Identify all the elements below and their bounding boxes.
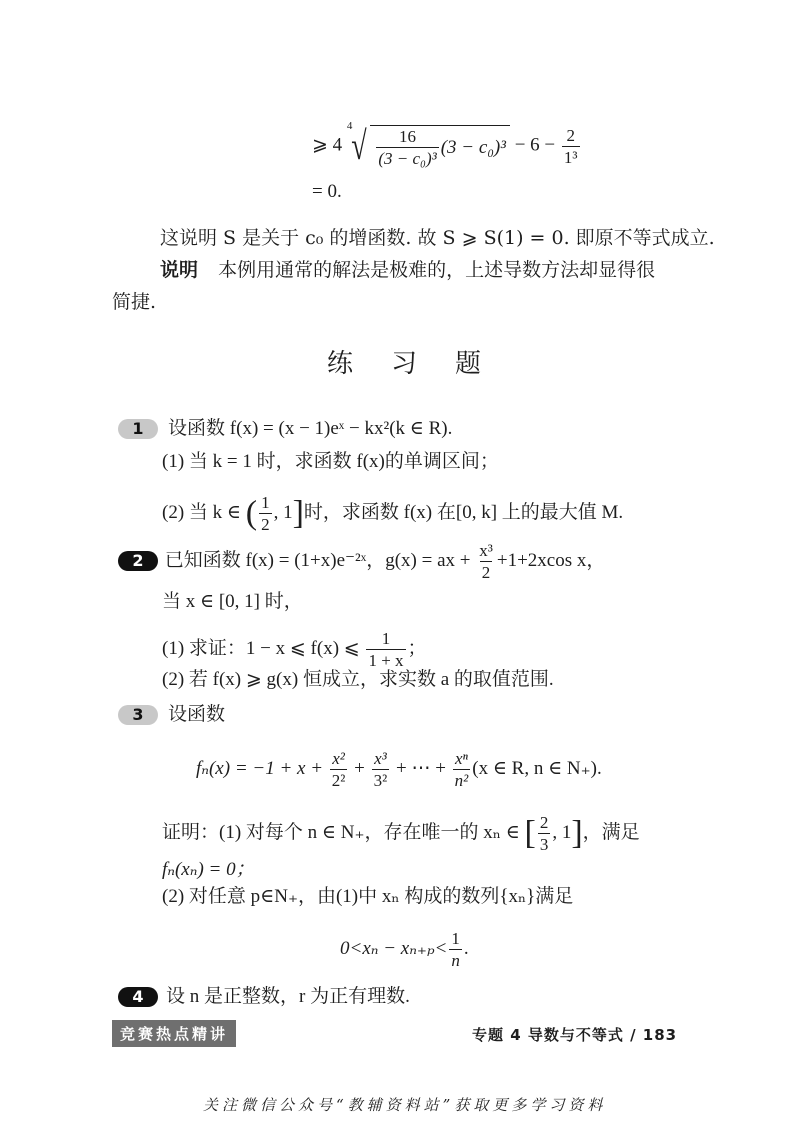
proof-suffix: ，满足 <box>582 821 640 843</box>
problem-intro: 设函数 f(x) = (x − 1)eˣ − kx²(k ∈ R). <box>168 418 453 439</box>
numerator: 1 <box>261 493 270 512</box>
numerator: 1 <box>381 629 391 648</box>
minus-six: − 6 − <box>514 134 560 156</box>
fraction <box>366 630 405 669</box>
problem-2 <box>118 542 605 581</box>
problem-2-part-1 <box>162 630 427 669</box>
right-bracket: ] <box>292 494 304 532</box>
problem-3 <box>118 702 225 726</box>
denominator: n² <box>454 771 469 790</box>
fraction <box>376 128 438 167</box>
problem-number-badge: 2 <box>118 551 158 571</box>
formula-prefix: fₙ(x) = −1 + x + <box>196 757 328 779</box>
fraction <box>372 750 390 789</box>
numerator: xⁿ <box>455 749 468 768</box>
problem-2-part-2: (2) 若 f(x) ⩾ g(x) 恒成立，求实数 a 的取值范围. <box>162 669 554 690</box>
inequality-prefix: 0<xₙ − xₙ₊ₚ< <box>340 937 448 959</box>
numerator: 1 <box>451 929 460 948</box>
denominator: 2 <box>481 563 491 582</box>
numerator: 16 <box>399 127 417 146</box>
denominator: 2 <box>261 515 270 534</box>
fraction <box>562 127 580 166</box>
radicand <box>370 125 510 167</box>
denominator: 3 <box>539 835 549 854</box>
problem-intro: 已知函数 f(x) = (1+x)e⁻²ˣ，g(x) = ax + <box>164 549 476 571</box>
part-prefix: (1) 求证：1 − x ⩽ f(x) ⩽ <box>162 637 365 659</box>
note-paragraph <box>160 258 655 282</box>
footer-series-tag: 竞赛热点精讲 <box>112 1020 236 1047</box>
fraction <box>477 542 495 581</box>
denominator: (3 − c₀)³ <box>378 149 437 168</box>
denominator: 2² <box>331 771 346 790</box>
problem-1-part-1: (1) 当 k = 1 时，求函数 f(x)的单调区间； <box>162 451 499 472</box>
fraction <box>330 750 348 789</box>
footer-chapter-page: 专题 4 导数与不等式 / 183 <box>472 1026 678 1044</box>
problem-intro: 设函数 <box>168 703 226 725</box>
watermark-text: 关注微信公众号“教辅资料站”获取更多学习资料 <box>203 1096 607 1114</box>
problem-3-proof-line-2: fₙ(xₙ) = 0； <box>162 859 255 880</box>
geq-four: ⩾ 4 <box>312 134 343 156</box>
numerator: 2 <box>539 813 549 832</box>
section-title: 练习题 <box>327 349 520 379</box>
problem-1 <box>118 416 452 441</box>
right-bracket: ] <box>571 814 583 852</box>
numerator: 2 <box>566 125 575 145</box>
problem-3-proof-1: 证明：(1) 对每个 n ∈ N₊，存在唯一的 xₙ ∈ [ $\frac{2}{3}$ , 1]，满足 <box>162 813 640 854</box>
formula-suffix: (x ∈ R, n ∈ N₊). <box>472 757 602 779</box>
problem-1-part-2: (2) 当 k ∈ ( $\frac{1}{2}$ , 1]时，求函数 f(x) 在[0, k] 上的最大值 M. <box>162 493 624 534</box>
problem-2-condition: 当 x ∈ [0, 1] 时， <box>162 591 303 612</box>
problem-number-badge: 3 <box>118 705 158 725</box>
derivation-line-2: = 0. <box>312 181 342 202</box>
problem-number-badge: 1 <box>118 419 158 439</box>
fraction <box>453 750 471 789</box>
radicand-tail: (3 − c₀)³ <box>440 136 506 158</box>
denominator: 1³ <box>563 147 578 167</box>
numerator: x³ <box>374 749 387 768</box>
fraction <box>538 814 551 853</box>
radical-sign-icon: √ <box>351 123 368 168</box>
problem-number-badge: 4 <box>118 987 158 1007</box>
note-continuation: 简捷. <box>112 291 157 313</box>
intro-suffix: +1+2xcos x， <box>496 549 606 571</box>
problem-3-inequality <box>340 930 469 969</box>
fraction <box>259 494 272 533</box>
denominator: 1 + x <box>368 651 404 670</box>
ellipsis: + ⋯ + <box>391 757 451 779</box>
conclusion-text: 这说明 S 是关于 c₀ 的增函数. 故 S ⩾ S(1) = 0. 即原不等式成立. <box>160 227 715 249</box>
note-label: 说明 <box>160 259 199 281</box>
part-prefix: (2) 当 k ∈ <box>162 501 246 523</box>
proof-prefix: 证明：(1) 对每个 n ∈ N₊，存在唯一的 xₙ ∈ <box>162 821 525 843</box>
derivation-line-1 <box>312 120 582 168</box>
root-index: 4 <box>346 120 353 132</box>
numerator: x² <box>332 749 345 768</box>
inequality-suffix: . <box>463 937 469 959</box>
numerator: x³ <box>479 541 493 560</box>
problem-3-part-2: (2) 对任意 p∈N₊，由(1)中 xₙ 构成的数列{xₙ}满足 <box>162 886 574 907</box>
note-text: 本例用通常的解法是极难的，上述导数方法却显得很 <box>218 259 656 281</box>
part-suffix: ； <box>407 637 427 659</box>
problem-3-formula: fₙ(x) = −1 + x + $\frac{\text{x²}}{\text{2²}}$ + $\frac{\text{x³}}{\text{3²}}$ + ⋯ + $\frac{\text{xⁿ}}{\text{n²}}$ (x ∈ R, n ∈ N₊). <box>196 749 602 790</box>
fourth-root <box>346 120 510 168</box>
denominator: 3² <box>373 771 388 790</box>
left-bracket: [ <box>524 814 536 852</box>
left-paren: ( <box>245 494 258 532</box>
problem-intro: 设 n 是正整数，r 为正有理数. <box>166 986 410 1007</box>
part-suffix: 时，求函数 f(x) 在[0, k] 上的最大值 M. <box>303 501 624 523</box>
denominator: n <box>451 951 460 970</box>
problem-4 <box>118 984 410 1009</box>
fraction <box>449 930 462 969</box>
